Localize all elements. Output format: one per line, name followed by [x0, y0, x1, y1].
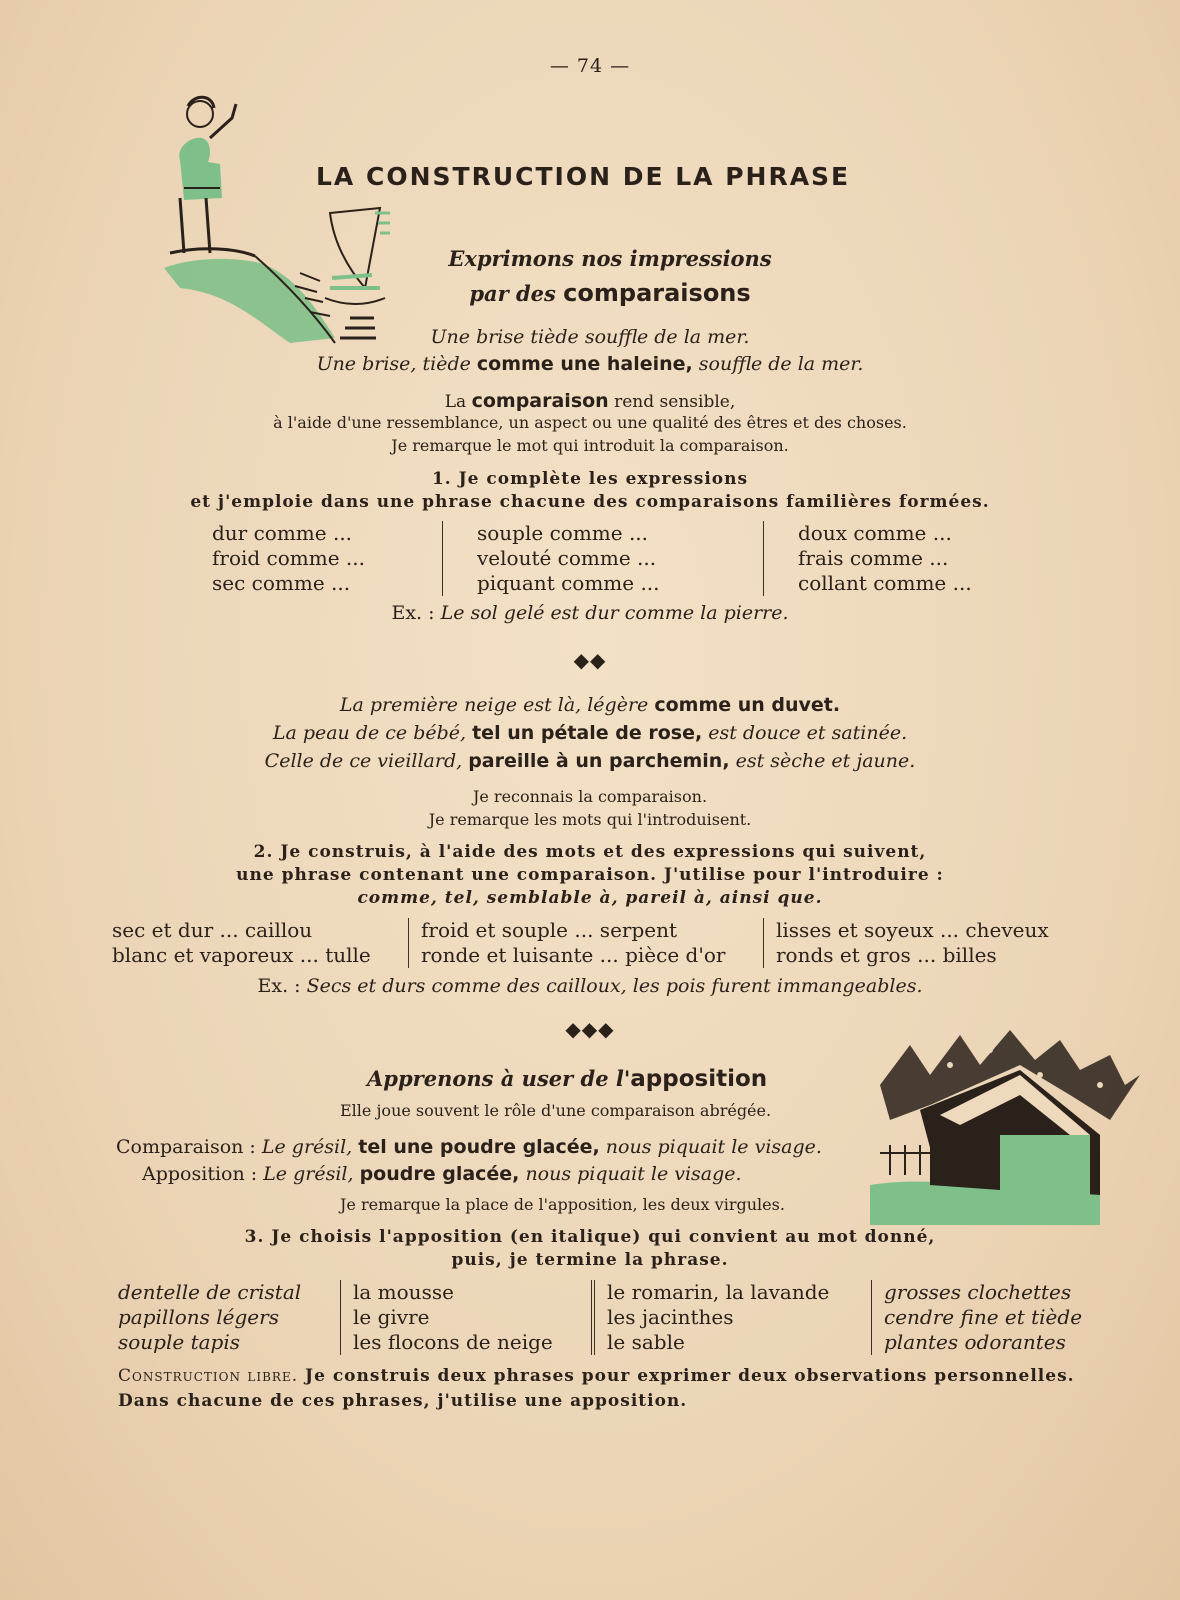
word-item: blanc et vaporeux ... tulle	[112, 943, 371, 967]
exercise2-line2: une phrase contenant une comparaison. J'utilise pour l'introduire :	[236, 865, 944, 885]
section-divider-diamonds: ◆◆	[573, 648, 607, 672]
house-in-snow-illustration	[870, 1025, 1150, 1235]
exercise1-line2: et j'emploie dans une phrase chacune des comparaisons familières formées.	[190, 492, 990, 512]
exercise1-column-2	[442, 521, 763, 596]
word-item: ronde et luisante ... pièce d'or	[421, 943, 726, 967]
exercise1-example: Ex. : Le sol gelé est dur comme la pierre.	[391, 602, 789, 624]
word-item: les jacinthes	[607, 1305, 734, 1329]
word-item: piquant comme ...	[477, 571, 660, 595]
section1-rule-line3: Je remarque le mot qui introduit la comparaison.	[391, 436, 789, 455]
word-item: velouté comme ...	[477, 546, 657, 570]
exercise2-example: Ex. : Secs et durs comme des cailloux, les pois furent immangeables.	[257, 975, 923, 997]
exercise3-word-grid	[106, 1280, 1106, 1355]
free-construction-label: Construction libre.	[118, 1366, 299, 1386]
word-item: les flocons de neige	[353, 1330, 553, 1354]
exercise1-column-1	[200, 521, 442, 596]
word-item: le sable	[607, 1330, 685, 1354]
word-item: lisses et soyeux ... cheveux	[776, 918, 1049, 942]
exercise2-line1: 2. Je construis, à l'aide des mots et des expressions qui suivent,	[253, 842, 927, 862]
section1-example-line2: Une brise, tiède comme une haleine, souffle de la mer.	[316, 353, 864, 375]
exercise3-column-1	[106, 1280, 340, 1355]
word-item: le givre	[353, 1305, 430, 1329]
page-title: LA CONSTRUCTION DE LA PHRASE	[316, 162, 851, 191]
section1-example-line1: Une brise tiède souffle de la mer.	[430, 326, 750, 348]
page-number: — 74 —	[549, 55, 631, 77]
apposition-example: Apposition : Le grésil, poudre glacée, nous piquait le visage.	[142, 1163, 742, 1185]
exercise2-column-2	[408, 918, 763, 968]
word-item: grosses clochettes	[884, 1280, 1072, 1304]
comparison-example: Comparaison : Le grésil, tel une poudre glacée, nous piquait le visage.	[116, 1136, 822, 1158]
section1-heading-line2: par des comparaisons	[469, 279, 751, 307]
word-item: sec et dur ... caillou	[112, 918, 313, 942]
exercise3-column-3	[591, 1280, 871, 1355]
word-item: papillons légers	[118, 1305, 279, 1329]
exercise3-line2: puis, je termine la phrase.	[451, 1250, 729, 1270]
section2-example-line2: La peau de ce bébé, tel un pétale de rose, est douce et satinée.	[272, 722, 908, 744]
section-divider-diamonds: ◆◆◆	[565, 1017, 615, 1041]
word-item: collant comme ...	[798, 571, 972, 595]
exercise3-column-4	[871, 1280, 1106, 1355]
section2-rule-line2: Je remarque les mots qui l'introduisent.	[428, 810, 752, 829]
exercise2-word-grid	[106, 918, 1094, 968]
word-item: frais comme ...	[798, 546, 949, 570]
section3-rule: Je remarque la place de l'apposition, les deux virgules.	[340, 1195, 785, 1214]
exercise1-line1: 1. Je complète les expressions	[431, 469, 749, 489]
word-item: cendre fine et tiède	[884, 1305, 1083, 1329]
word-item: souple comme ...	[477, 521, 649, 545]
exercise1-word-grid	[200, 521, 1040, 596]
section1-rule-line2: à l'aide d'une ressemblance, un aspect ou une qualité des êtres et des choses.	[273, 413, 907, 432]
exercise2-column-1	[106, 918, 408, 968]
section2-example-line1: La première neige est là, légère comme un duvet.	[339, 694, 841, 716]
word-item: dur comme ...	[212, 521, 353, 545]
exercise3-column-2	[340, 1280, 591, 1355]
word-item: souple tapis	[118, 1330, 241, 1354]
word-item: froid et souple ... serpent	[421, 918, 678, 942]
word-item: plantes odorantes	[884, 1330, 1066, 1354]
word-item: dentelle de cristal	[118, 1280, 302, 1304]
section3-heading: Apprenons à user de l'apposition	[367, 1066, 768, 1092]
word-item: le romarin, la lavande	[607, 1280, 830, 1304]
exercise3-line1: 3. Je choisis l'apposition (en italique) qui convient au mot donné,	[244, 1227, 936, 1247]
section3-intro: Elle joue souvent le rôle d'une comparaison abrégée.	[340, 1101, 772, 1120]
free-construction-instruction: Construction libre. Je construis deux phrases pour exprimer deux observations personnelles. Dans chacune de ces phrases, j'utilise une apposition.	[118, 1366, 1075, 1411]
section2-rule-line1: Je reconnais la comparaison.	[472, 787, 708, 806]
section2-example-line3: Celle de ce vieillard, pareille à un parchemin, est sèche et jaune.	[264, 750, 916, 772]
exercise2-line3: comme, tel, semblable à, pareil à, ainsi que.	[357, 888, 823, 908]
word-item: sec comme ...	[212, 571, 351, 595]
boy-on-cliff-illustration	[150, 88, 390, 348]
word-item: la mousse	[353, 1280, 454, 1304]
word-item: ronds et gros ... billes	[776, 943, 997, 967]
section1-heading-line1: Exprimons nos impressions	[448, 246, 772, 271]
exercise2-column-3	[763, 918, 1094, 968]
section1-rule-line1: La comparaison rend sensible,	[444, 390, 736, 412]
word-item: froid comme ...	[212, 546, 365, 570]
exercise1-column-3	[763, 521, 1040, 596]
word-item: doux comme ...	[798, 521, 952, 545]
